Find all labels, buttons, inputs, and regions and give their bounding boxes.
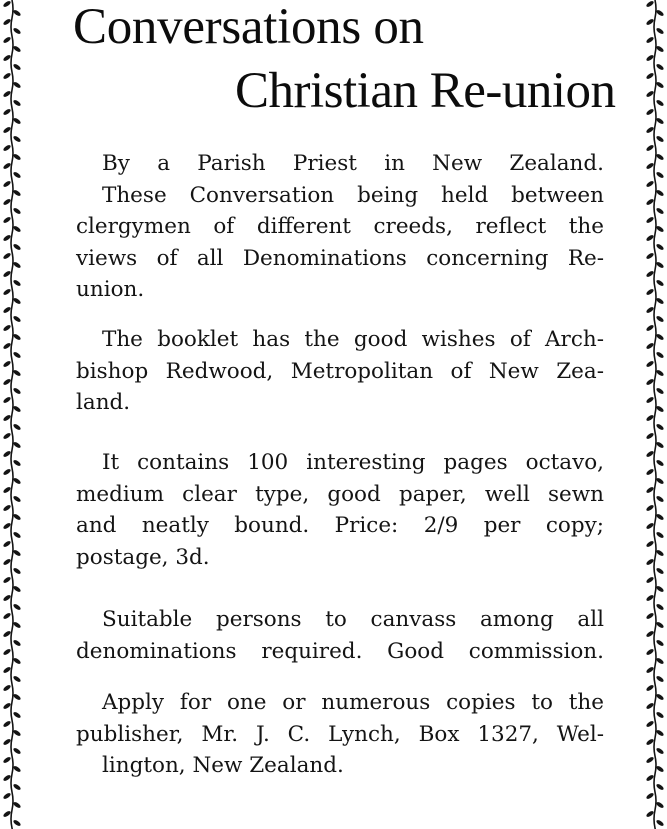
vine-leaf [645,558,654,566]
vine-leaf [2,648,11,656]
vine-leaf [655,729,664,737]
vine-leaf [645,270,654,278]
vine-leaf [655,783,664,791]
vine-leaf [12,531,21,539]
vine-leaf [12,369,21,377]
paragraph-author-description [76,148,604,306]
vine-leaf [645,522,654,530]
vine-leaf [645,684,654,692]
vine-leaf [12,153,21,161]
vine-leaf [645,414,654,422]
vine-leaf [655,189,664,197]
vine-leaf [655,297,664,305]
vine-leaf [645,144,654,152]
vine-leaf [655,117,664,125]
vine-leaf [12,333,21,341]
vine-leaf [2,360,11,368]
leaf-vine-border-icon [635,0,667,829]
vine-leaf [12,243,21,251]
vine-leaf [645,504,654,512]
vine-leaf [12,63,21,71]
vine-leaf [12,459,21,467]
vine-leaf [645,666,654,674]
vine-leaf [645,540,654,548]
vine-leaf [655,477,664,485]
vine-leaf [645,450,654,458]
vine-leaf [655,99,664,107]
headline-line-2: Christian Re-union [235,63,616,119]
vine-leaf [12,639,21,647]
vine-leaf [12,765,21,773]
vine-leaf [2,666,11,674]
vine-leaf [2,522,11,530]
vine-leaf [655,225,664,233]
vine-leaf [655,207,664,215]
vine-leaf [2,414,11,422]
vine-leaf [655,423,664,431]
vine-leaf [2,576,11,584]
vine-leaf [12,657,21,665]
vine-leaf [2,486,11,494]
vine-stem [654,0,656,829]
paragraph-product-details [76,447,604,573]
vine-leaf [645,432,654,440]
vine-leaf [2,774,11,782]
text-line: medium clear type, good paper, well sewn [76,481,604,507]
paragraph-endorsement [76,324,604,419]
vine-leaf [2,54,11,62]
vine-leaf [2,324,11,332]
text-line: The booklet has the good wishes of Arch- [102,327,604,352]
vine-leaf [2,108,11,116]
vine-leaf [12,99,21,107]
vine-leaf [2,450,11,458]
vine-leaf [645,360,654,368]
vine-leaf [655,801,664,809]
vine-leaf [12,819,21,827]
vine-leaf [655,441,664,449]
vine-leaf [12,495,21,503]
vine-leaf [12,801,21,809]
vine-leaf [655,9,664,17]
vine-leaf [655,747,664,755]
vine-leaf [655,387,664,395]
vine-leaf [645,306,654,314]
vine-leaf [655,495,664,503]
vine-leaf [2,36,11,44]
vine-leaf [12,747,21,755]
vine-leaf [655,585,664,593]
vine-leaf [645,252,654,260]
vine-leaf [2,756,11,764]
right-ornamental-border [635,0,667,829]
vine-leaf [12,171,21,179]
text-line: union. [76,277,145,302]
vine-leaf [655,153,664,161]
vine-leaf [655,63,664,71]
vine-leaf [2,720,11,728]
vine-leaf [12,81,21,89]
vine-leaf [645,612,654,620]
vine-leaf [2,0,11,8]
vine-leaf [645,468,654,476]
vine-leaf [645,486,654,494]
text-line: lington, New Zealand. [102,753,344,778]
vine-leaf [12,675,21,683]
vine-leaf [12,567,21,575]
vine-leaf [645,90,654,98]
vine-leaf [645,180,654,188]
vine-leaf [12,189,21,197]
vine-leaf [655,333,664,341]
vine-leaf [2,90,11,98]
vine-leaf [645,288,654,296]
headline-line-1: Conversations on [73,0,424,55]
vine-leaf [2,144,11,152]
left-ornamental-border [0,0,32,829]
vine-leaf [2,162,11,170]
vine-leaf [645,54,654,62]
vine-leaf [645,0,654,8]
vine-leaf [645,162,654,170]
vine-leaf [655,369,664,377]
vine-leaf [655,45,664,53]
vine-leaf [2,612,11,620]
vine-leaf [645,342,654,350]
vine-leaf [2,540,11,548]
vine-leaf [2,18,11,26]
leaf-vine-border-icon [0,0,32,829]
vine-leaf [655,621,664,629]
vine-leaf [655,243,664,251]
vine-leaf [645,396,654,404]
vine-leaf [645,720,654,728]
vine-leaf [12,351,21,359]
vine-leaf [12,45,21,53]
vine-leaf [655,531,664,539]
text-line: publisher, Mr. J. C. Lynch, Box 1327, Wel- [76,721,604,747]
vine-leaf [645,630,654,638]
vine-leaf [655,351,664,359]
vine-leaf [655,675,664,683]
vine-leaf [655,171,664,179]
vine-leaf [2,738,11,746]
vine-leaf [12,297,21,305]
vine-leaf [645,126,654,134]
vine-leaf [645,756,654,764]
vine-leaf [2,180,11,188]
text-line: views of all Denominations concerning Re- [76,245,604,271]
vine-leaf [645,702,654,710]
text-line: These Conversation being held between [102,182,604,208]
vine-stem [11,0,13,829]
text-line: By a Parish Priest in New Zealand. [102,151,604,176]
vine-leaf [2,558,11,566]
vine-leaf [655,27,664,35]
vine-leaf [2,810,11,818]
text-line: Apply for one or numerous copies to the [102,690,604,715]
vine-leaf [655,657,664,665]
vine-leaf [12,315,21,323]
vine-leaf [12,549,21,557]
vine-leaf [655,405,664,413]
vine-leaf [2,234,11,242]
vine-leaf [655,513,664,521]
vine-leaf [655,567,664,575]
vine-leaf [2,594,11,602]
text-line: bishop Redwood, Metropolitan of New Zea- [76,358,604,384]
text-line: and neatly bound. Price: 2/9 per copy; [76,513,604,538]
vine-leaf [12,621,21,629]
vine-leaf [645,648,654,656]
vine-leaf [2,792,11,800]
vine-leaf [2,288,11,296]
text-line: Suitable persons to canvass among all [102,607,604,632]
paragraph-canvassers-wanted [76,604,604,667]
vine-leaf [655,261,664,269]
vine-leaf [645,792,654,800]
vine-leaf [655,81,664,89]
vine-leaf [12,477,21,485]
vine-leaf [645,738,654,746]
vine-leaf [2,630,11,638]
vine-leaf [655,765,664,773]
vine-leaf [2,270,11,278]
vine-leaf [655,135,664,143]
vine-leaf [12,207,21,215]
vine-leaf [2,342,11,350]
vine-leaf [12,585,21,593]
vine-leaf [2,504,11,512]
vine-leaf [12,261,21,269]
vine-leaf [12,225,21,233]
vine-leaf [645,198,654,206]
vine-leaf [2,216,11,224]
vine-leaf [12,27,21,35]
vine-leaf [12,729,21,737]
vine-leaf [2,198,11,206]
vine-leaf [12,783,21,791]
vine-leaf [12,423,21,431]
vine-leaf [2,306,11,314]
vine-leaf [2,432,11,440]
vine-leaf [645,324,654,332]
paragraph-contact-publisher [76,687,604,782]
vine-leaf [645,378,654,386]
text-line: denominations required. Good commission. [76,638,604,664]
vine-leaf [12,711,21,719]
vine-leaf [12,513,21,521]
vine-leaf [645,72,654,80]
vine-leaf [12,387,21,395]
text-line: postage, 3d. [76,544,210,570]
vine-leaf [2,684,11,692]
vine-leaf [12,117,21,125]
vine-leaf [645,18,654,26]
vine-leaf [645,216,654,224]
vine-leaf [2,378,11,386]
vine-leaf [655,639,664,647]
vine-leaf [12,603,21,611]
vine-leaf [12,693,21,701]
vine-leaf [655,279,664,287]
vine-leaf [2,468,11,476]
vine-leaf [12,441,21,449]
vine-leaf [2,396,11,404]
vine-leaf [2,252,11,260]
vine-leaf [655,315,664,323]
text-line: land. [76,390,131,415]
vine-leaf [645,774,654,782]
vine-leaf [655,693,664,701]
vine-leaf [2,72,11,80]
vine-leaf [12,135,21,143]
vine-leaf [655,459,664,467]
vine-leaf [645,594,654,602]
vine-leaf [645,234,654,242]
vine-leaf [655,549,664,557]
vine-leaf [12,9,21,17]
vine-leaf [655,819,664,827]
vine-leaf [12,405,21,413]
text-line: It contains 100 interesting pages octavo, [102,450,604,475]
vine-leaf [12,279,21,287]
vine-leaf [2,702,11,710]
vine-leaf [645,36,654,44]
vine-leaf [2,126,11,134]
vine-leaf [655,603,664,611]
vine-leaf [645,576,654,584]
vine-leaf [645,810,654,818]
vine-leaf [645,108,654,116]
vine-leaf [655,711,664,719]
text-line: clergymen of different creeds, reflect the [76,214,604,239]
